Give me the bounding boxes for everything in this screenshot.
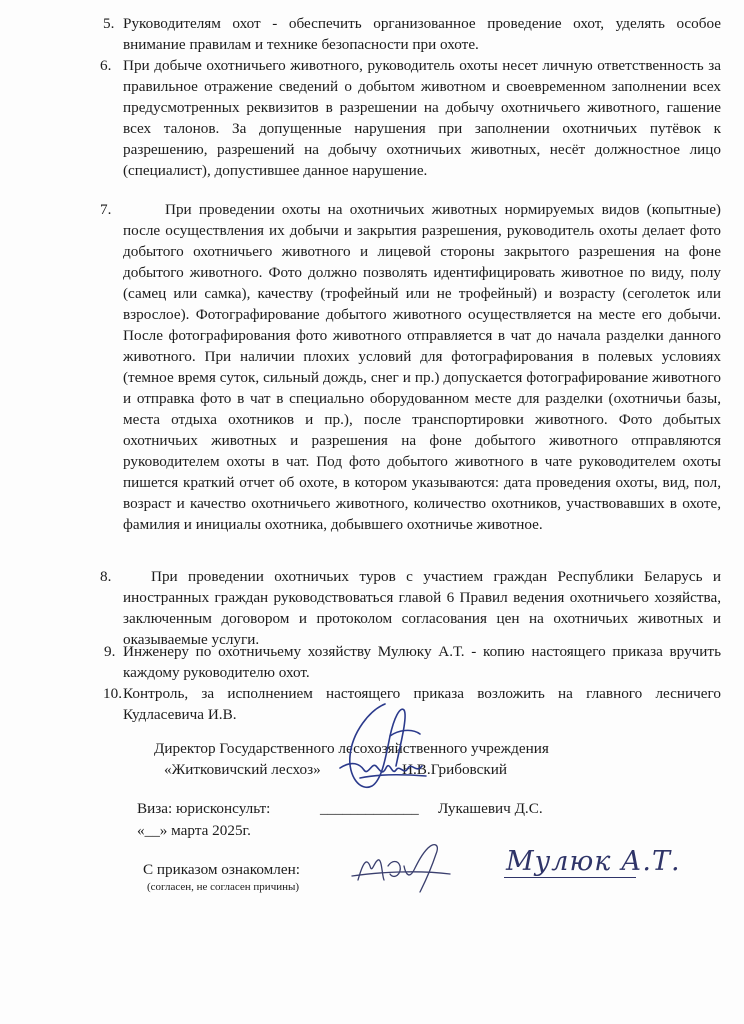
item-number: 7. — [100, 201, 112, 218]
visa-name: Лукашевич Д.С. — [438, 800, 543, 817]
order-item-text: При проведении охоты на охотничьих животных нормируемых видов (копытные) после осуществления их добычи и закрытия разрешения, руководитель охоты делает фото добытого охотничьего животного и лицевой стороны закрытого разрешения на фоне добытого животного. Фото должно позволять идентифицировать животное по виду, полу (самец или самка), качеству (трофейный или не трофейный) и возрасту (сеголеток или взрослое). Фотографирование добытого животного осуществляется на месте его добычи. После фотографирования фото животного отправляется в чат до начала разделки данного животного. При наличии плохих условий для фотографирования в полевых условиях (темное время суток, сильный дождь, снег и пр.) допускается фотографирование животного и отправка фото в чат в специально оборудованном месте для разделки (охотничьи базы, места отдыха охотников и пр.), после транспортировки животного. Фото добытых охотничьих животных и разрешения на фоне добытого животного отправляются руководителем охоты в чат. Под фото добытого животного в чате руководителем охоты пишется краткий отчет об охоте, в котором указываются: дата проведения охоты, вид, пол, возраст и качество охотничьего животного, количество охотников, участвовавших в охоте, фамилия и инициалы охотника, добывшего охотничье животное. — [123, 201, 721, 533]
visa-signature-blank: _____________ — [320, 800, 419, 817]
acquainted-label: С приказом ознакомлен: — [143, 861, 300, 878]
handwritten-acquainted-name: Мулюк А.Т. — [506, 846, 681, 877]
visa-label: Виза: юрисконсульт: — [137, 800, 271, 817]
item-number: 9. — [104, 643, 116, 660]
item-number: 5. — [103, 15, 115, 32]
order-item-text: При добыче охотничьего животного, руководитель охоты несет личную ответственность за правильное отражение сведений о добытом животном и своевременном заполнении всех предусмотренных реквизитов в разрешении на добычу охотничьего животного, гашение всех талонов. За допущенные нарушения при заполнении охотничьих путёвок к разрешению, разрешений на добычу охотничьих животных, несёт должностное лицо (специалист), допустившее данное нарушение. — [123, 57, 721, 179]
order-item-text: При проведении охотничьих туров с участием граждан Республики Беларусь и иностранных граждан руководствоваться главой 6 Правил ведения охотничьего хозяйства, заключенным договором и протоколом согласования цен на охотничьих животных и оказываемые услуги. — [123, 568, 721, 648]
handwritten-underline — [504, 877, 636, 878]
order-item-text: Руководителям охот - обеспечить организованное проведение охот, уделять особое внимание правилам и технике безопасности при охоте. — [123, 15, 721, 53]
order-item-text: Инженеру по охотничьему хозяйству Мулюку А.Т. - копию настоящего приказа вручить каждому руководителю охот. — [123, 643, 721, 681]
director-signature-icon — [330, 696, 440, 796]
director-organization: «Житковичский лесхоз» — [164, 761, 321, 778]
item-number: 8. — [100, 568, 112, 585]
visa-date: «__» марта 2025г. — [137, 822, 251, 839]
item-number: 6. — [100, 57, 112, 74]
item-number: 10. — [103, 685, 122, 702]
director-name: Н.В.Грибовский — [402, 761, 508, 778]
director-title: Директор Государственного лесохозяйственного учреждения — [154, 740, 549, 757]
acquainted-signature-icon — [348, 836, 458, 896]
order-item-text: Контроль, за исполнением настоящего приказа возложить на главного лесничего Кудласевича И.В. — [123, 685, 721, 723]
acquainted-note: (согласен, не согласен причины) — [147, 881, 300, 893]
